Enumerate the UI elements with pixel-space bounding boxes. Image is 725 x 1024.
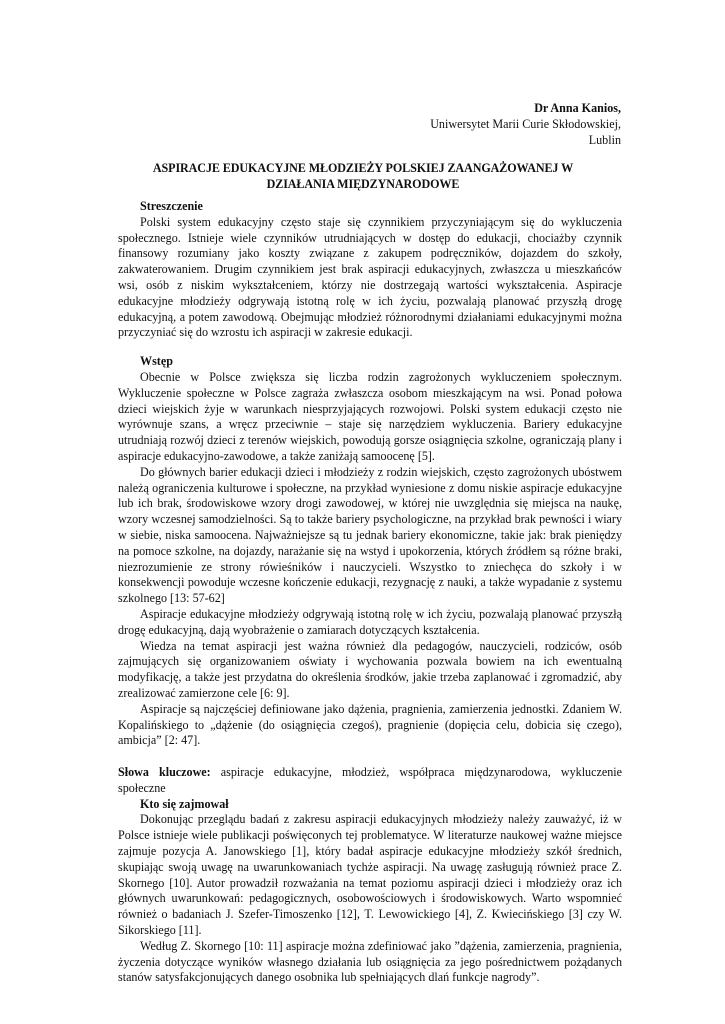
section-2-heading: Kto się zajmował	[140, 796, 229, 811]
intro-heading: Wstęp	[140, 354, 173, 369]
abstract-heading: Streszczenie	[140, 199, 203, 213]
intro-paragraph-3: Aspiracje edukacyjne młodzieży odgrywają istotną rolę w ich życiu, pozwalają planować przyszłą drogę edukacyjną, dają wyobrażenie o zamiarach dotyczących kształcenia.	[118, 606, 622, 637]
document-title	[118, 161, 608, 192]
author-city: Lublin	[588, 132, 621, 147]
keywords-label: Słowa kluczowe:	[118, 765, 211, 780]
document-body	[118, 199, 622, 986]
intro-paragraph-2: Do głównych barier edukacji dzieci i młodzieży z rodzin wiejskich, często zagrożonych ubóstwem należą ograniczenia kulturowe i społeczne, na przykład wyniesione z domu niskie aspiracje edukacyjne lub ich brak, środowiskowe wzory drogi zawodowej, w której nie uwzględnia się miejsca na naukę, wzory wczesnej samodzielności. Są to także bariery psychologiczne, na przykład brak pewności i wiary w siebie, niska samoocena. Najważniejsze są tu jednak bariery ekonomiczne, takie jak: brak pieniędzy na pomoce szkolne, na dojazdy, narażanie się na wstyd i upokorzenia, których źródłem są różne braki, niezrozumienie ze strony rówieśników i nauczycieli. Wszystko to zniechęca do szkoły i w konsekwencji powoduje wczesne kończenie edukacji, rezygnację z nauki, a także wypadanie z systemu szkolnego [13: 57-62]	[118, 464, 622, 606]
title-line-2: DZIAŁANIA MIĘDZYNARODOWE	[266, 176, 460, 191]
section-2-paragraph-1: Dokonując przeglądu badań z zakresu aspiracji edukacyjnych młodzieży należy zauważyć, iż w Polsce istnieje wiele publikacji poświęconych tej problematyce. W literaturze naukowej ważne miejsce zajmuje pozycja A. Janowskiego [1], który badał aspiracje edukacyjne młodzieży szkół średnich, skupiając swoją uwagę na uwarunkowaniach tychże aspiracji. Na uwagę zasługują również prace Z. Skornego [10]. Autor prowadził rozważania na temat poziomu aspiracji dzieci i młodzieży oraz ich głównych uwarunkowań: pedagogicznych, osobowościowych i środowiskowych. Warto wspomnieć również o badaniach J. Szefer-Timoszenko [12], T. Lewowickiego [4], Z. Kwiecińskiego [3] czy W. Sikorskiego [11].	[118, 812, 622, 938]
intro-paragraph-4: Wiedza na temat aspiracji jest ważna również dla pedagogów, nauczycieli, rodziców, osób zajmujących się organizowaniem oświaty i wychowania pozwala bowiem na ich ewentualną modyfikację, a także jest przydatna do określenia środków, jakie trzeba zaplanować i zgromadzić, aby zrealizować zamierzone cele [6: 9].	[118, 638, 622, 700]
keywords	[118, 765, 622, 797]
author-block	[430, 101, 621, 148]
intro-paragraph-5: Aspiracje są najczęściej definiowane jako dążenia, pragnienia, zamierzenia jednostki. Zdaniem W. Kopalińskiego to „dążenie (do osiągnięcia czegoś), pragnienie (dopięcia celu, dobicia się czego), ambicja” [2: 47].	[118, 701, 622, 748]
author-name: Dr Anna Kanios,	[534, 101, 621, 115]
author-affiliation: Uniwersytet Marii Curie Skłodowskiej,	[430, 116, 621, 131]
keywords-text: aspiracje edukacyjne, młodzież, współpraca międzynarodowa, wykluczenie społeczne	[118, 765, 622, 795]
intro-paragraph-1: Obecnie w Polsce zwiększa się liczba rodzin zagrożonych wykluczeniem społecznym. Wykluczenie społeczne w Polsce zagraża zwłaszcza osobom mieszkającym na wsi. Ponad połowa dzieci wiejskich żyje w warunkach niesprzyjających rozwojowi. Polski system edukacji często nie wyrównuje szans, a wręcz przeciwnie – staje się narzędziem wykluczenia. Bariery edukacyjne utrudniają rozwój dzieci z terenów wiejskich, powodują gorsze osiągnięcia szkolne, ograniczają plany i aspiracje edukacyjno-zawodowe, a także zaniżają samoocenę [5].	[118, 369, 622, 463]
section-2-paragraph-2: Według Z. Skornego [10: 11] aspiracje można zdefiniować jako ”dążenia, zamierzenia, pragnienia, życzenia dotyczące wyników własnego działania lub osiągnięcia za jego pośrednictwem pożądanych stanów satysfakcjonujących danego osobnika lub spełniających dlań funkcje nagrody”.	[118, 938, 622, 985]
title-line-1: ASPIRACJE EDUKACYJNE MŁODZIEŻY POLSKIEJ ZAANGAŻOWANEJ W	[152, 161, 574, 175]
abstract-text: Polski system edukacyjny często staje się czynnikiem przyczyniającym się do wykluczenia społecznego. Istnieje wiele czynników utrudniających w dostęp do edukacji, chociażby czynnik finansowy rozumiany jako koszty związane z zakupem podręczników, dojazdem do szkoły, zakwaterowaniem. Drugim czynnikiem jest brak aspiracji edukacyjnych, zwłaszcza u mieszkańców wsi, osób z niskim wykształceniem, którzy nie dostrzegają wartości wykształcenia. Aspiracje edukacyjne młodzieży odgrywają istotną rolę w ich życiu, pozwalają planować przyszłą drogę edukacyjną, a potem zawodową. Obejmując młodzież różnorodnymi działaniami edukacyjnymi można przyczyniać się do wzrostu ich aspiracji w zakresie edukacji.	[118, 214, 622, 340]
